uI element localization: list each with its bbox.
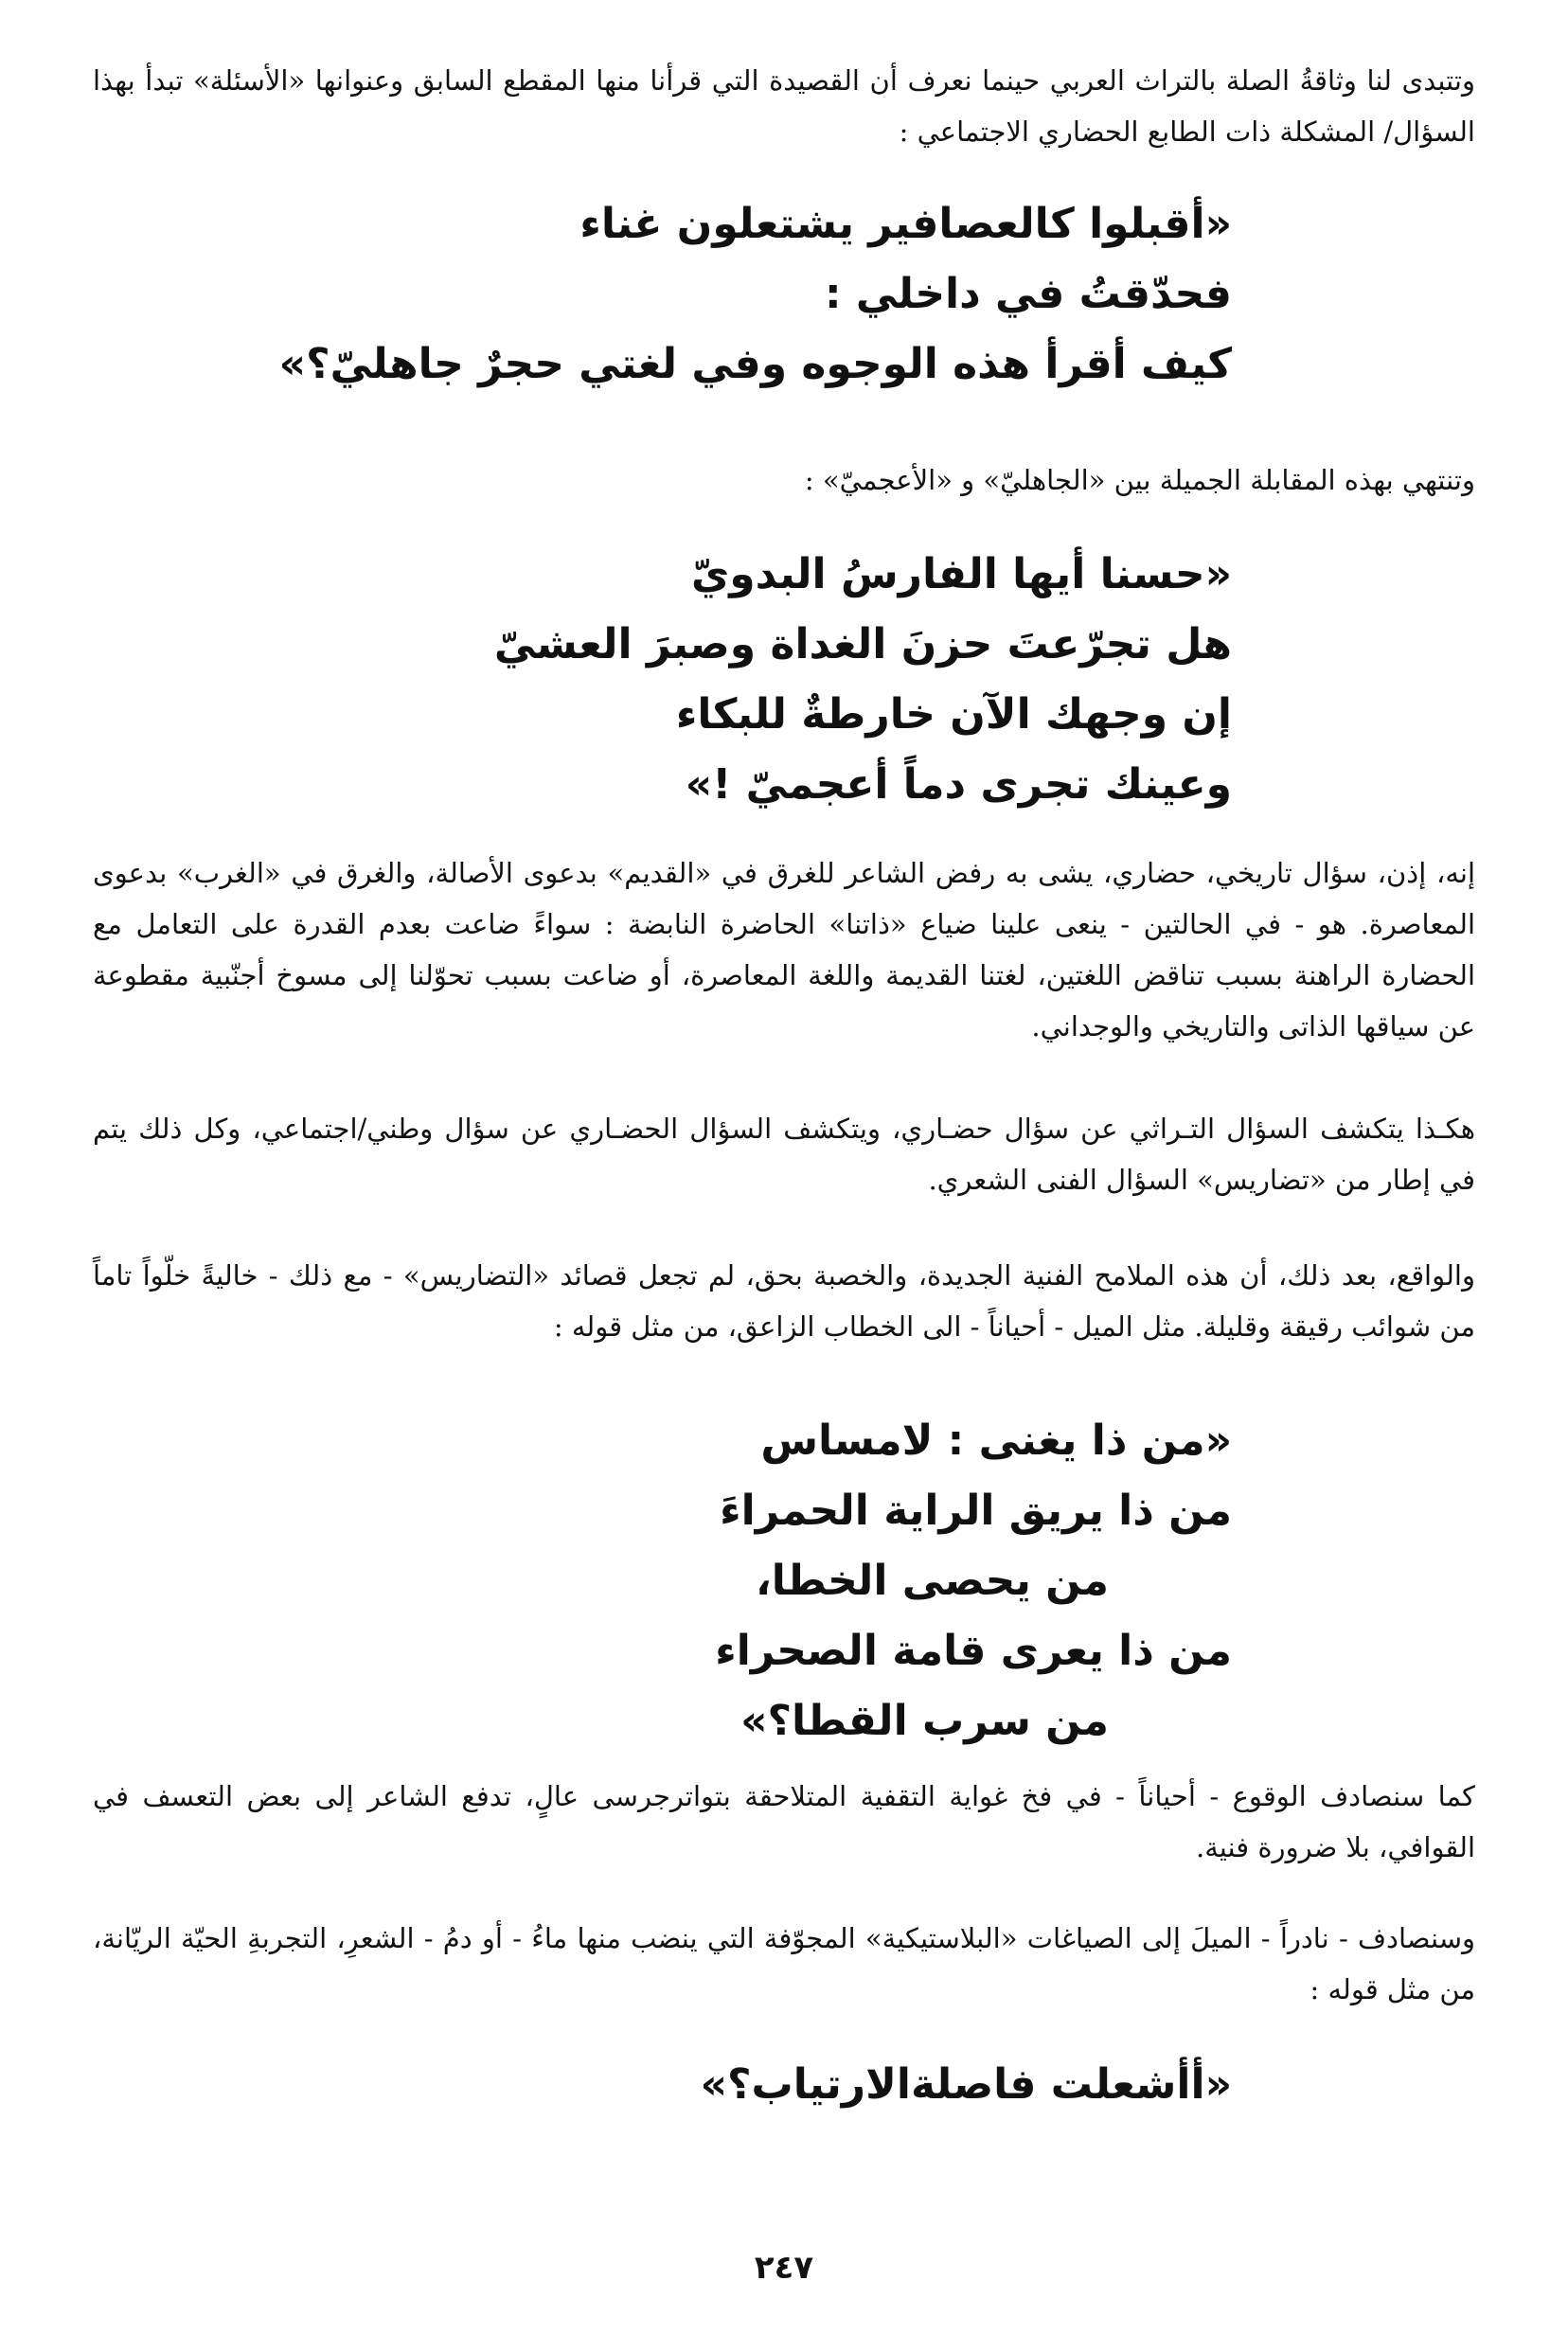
verse-line: من سرب القطا؟» [740, 1697, 1109, 1745]
verse-line: «حسنا أيها الفارسُ البدويّ [690, 550, 1232, 598]
page-number: ٢٤٧ [754, 2249, 814, 2287]
verse-line: من ذا يعرى قامة الصحراء [715, 1627, 1232, 1675]
verse-line: فحدّقتُ في داخلي : [824, 270, 1232, 318]
body-paragraph-1: إنه، إذن، سؤال تاريخي، حضاري، يشى به رفض الشاعر للغرق في «القديم» بدعوى الأصالة، والغرق في «الغرب» بدعوى المعاصرة. هو - في الحالتين - ينعى علينا ضياع «ذاتنا» الحاضرة النابضة : سواءً ضاعت بعدم القدرة على التعامل مع الحضارة الراهنة بسبب تناقض اللغتين، لغتنا القديمة واللغة المعاصرة، أو ضاعت بسبب تحوّلنا إلى مسوخ أجنّبية مقطوعة عن سياقها الذاتى والتاريخي والوجداني. [93, 857, 1475, 1042]
verse-line: من ذا يريق الراية الحمراءَ [720, 1487, 1232, 1535]
verse-line: وعينك تجرى دماً أعجميّ !» [685, 760, 1232, 809]
verse-block-1 [279, 189, 1232, 400]
verse-block-3 [715, 1406, 1232, 1756]
body-paragraph-2: هكـذا يتكشف السؤال التـراثي عن سؤال حضـاري، ويتكشف السؤال الحضـاري عن سؤال وطني/اجتماعي، وكل ذلك يتم في إطار من «تضاريس» السؤال الفنى الشعري. [93, 1113, 1475, 1196]
body-paragraph-4: كما سنصادف الوقوع - أحياناً - في فخ غواية التقفية المتلاحقة بتواترجرسى عالٍ، تدفع الشاعر إلى بعض التعسف في القوافي، بلا ضرورة فنية. [93, 1780, 1475, 1863]
body-paragraph-5: وسنصادف - نادراً - الميلَ إلى الصياغات «البلاستيكية» المجوّفة التي ينضب منها ماءُ - أو دمُ - الشعرِ، التجربةِ الحيّة الريّانة، من مثل قوله : [93, 1922, 1475, 2005]
verse-block-2 [494, 540, 1232, 820]
verse-line: «أأشعلت فاصلةالارتياب؟» [700, 2060, 1232, 2109]
verse-line: من يحصى الخطا، [756, 1557, 1109, 1605]
verse-line: هل تجرّعتَ حزنَ الغداة وصبرَ العشيّ [493, 620, 1232, 668]
verse-line: كيف أقرأ هذه الوجوه وفي لغتي حجرٌ جاهليّ؟» [278, 340, 1232, 388]
transition-paragraph: وتنتهي بهذه المقابلة الجميلة بين «الجاهليّ» و «الأعجميّ» : [804, 464, 1475, 496]
verse-line: «أقبلوا كالعصافير يشتعلون غناء [579, 200, 1232, 248]
verse-line: «من ذا يغنى : لامساس [760, 1417, 1232, 1465]
body-paragraph-3: والواقع، بعد ذلك، أن هذه الملامح الفنية الجديدة، والخصبة بحق، لم تجعل قصائد «التضاريس» - مع ذلك - خاليةً خلّواً تاماً من شوائب رقيقة وقليلة. مثل الميل - أحياناً - الى الخطاب الزاعق، من مثل قوله : [93, 1259, 1475, 1343]
verse-line: إن وجهك الآن خارطةٌ للبكاء [675, 690, 1232, 739]
verse-block-4 [701, 2050, 1232, 2120]
intro-paragraph: وتتبدى لنا وثاقةُ الصلة بالتراث العربي حينما نعرف أن القصيدة التي قرأنا منها المقطع السابق وعنوانها «الأسئلة» تبدأ بهذا السؤال/ المشكلة ذات الطابع الحضاري الاجتماعي : [93, 64, 1475, 148]
